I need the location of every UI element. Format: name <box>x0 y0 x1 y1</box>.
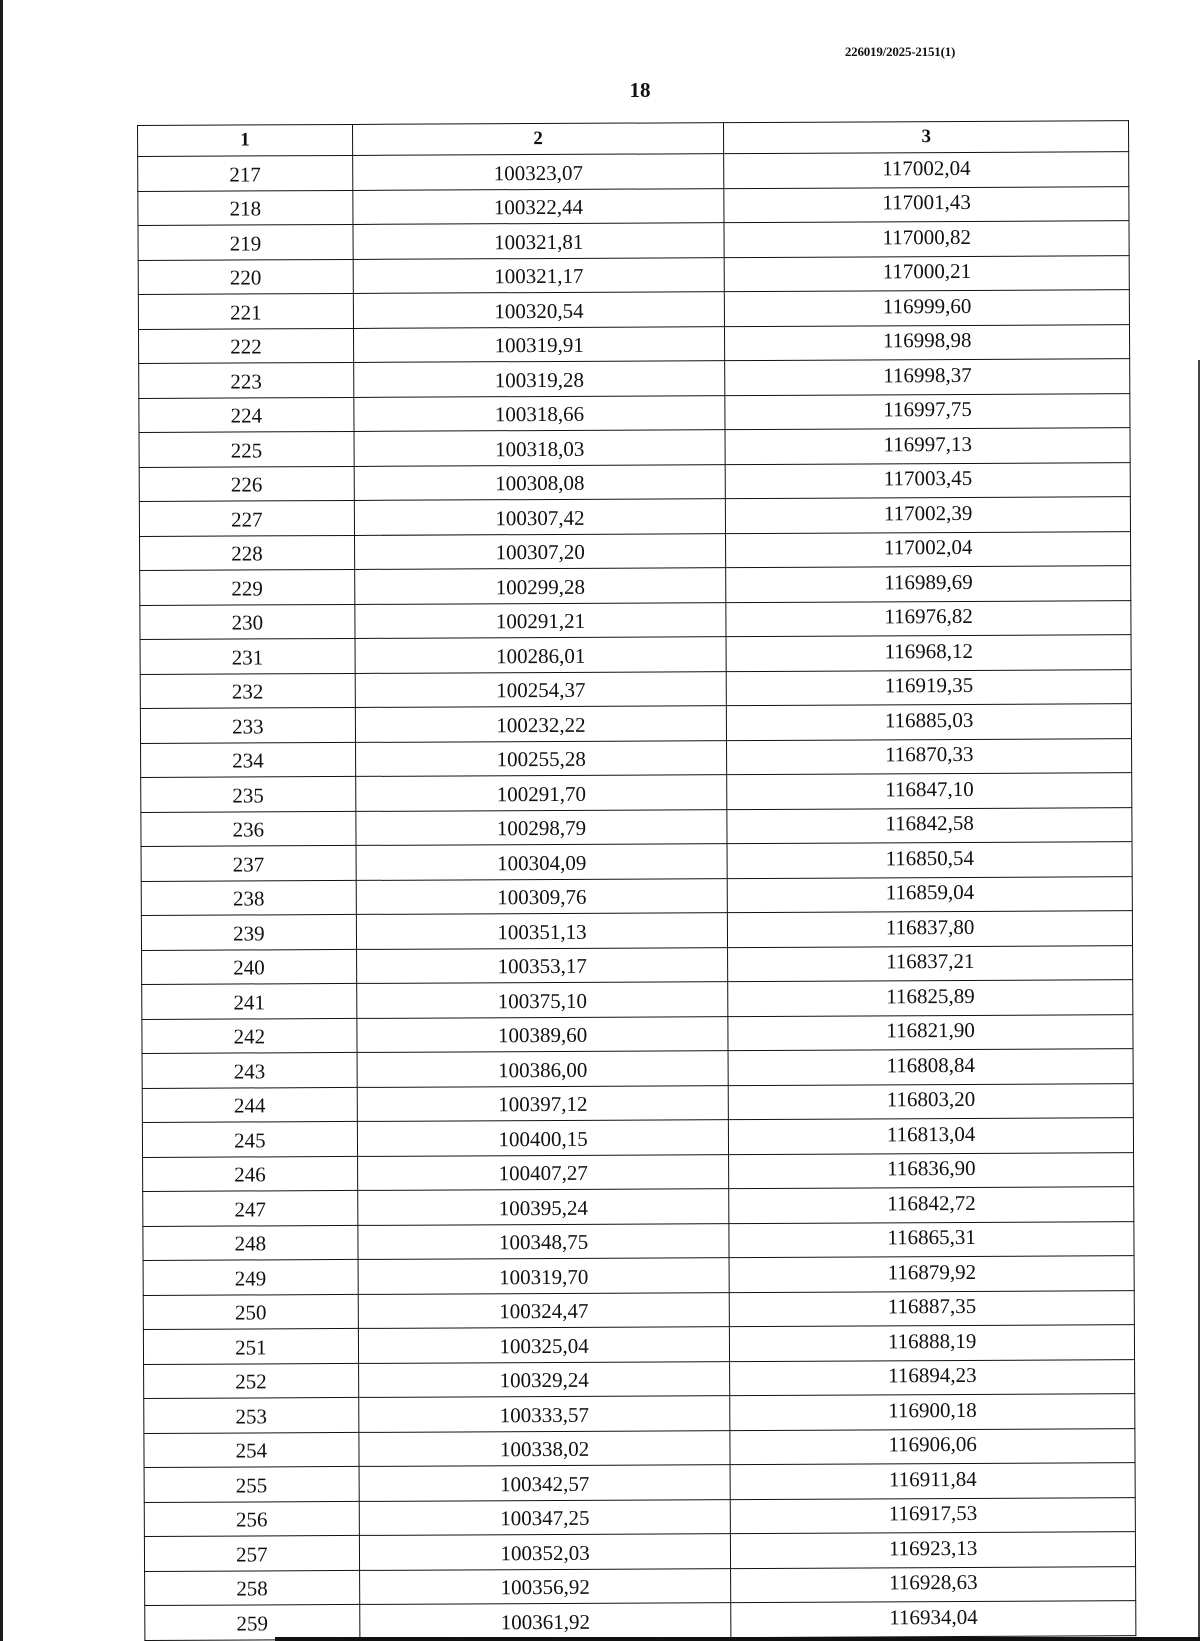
point-number-cell: 249 <box>143 1259 358 1295</box>
x-coordinate-cell: 100318,66 <box>354 395 726 431</box>
y-coordinate-cell: 116803,20 <box>729 1083 1134 1119</box>
document-id: 226019/2025-2151(1) <box>844 44 956 59</box>
table-row <box>141 842 1132 881</box>
table-row <box>140 635 1131 674</box>
x-coordinate-cell: 100322,44 <box>353 188 725 224</box>
table-row <box>138 152 1129 191</box>
y-coordinate-cell: 116999,60 <box>725 290 1130 326</box>
point-number-cell: 257 <box>144 1535 359 1571</box>
y-coordinate-cell: 116968,12 <box>726 635 1131 671</box>
x-coordinate-cell: 100298,79 <box>356 809 728 845</box>
table-row <box>143 1256 1134 1295</box>
table-row <box>140 704 1131 743</box>
table-row <box>143 1152 1134 1191</box>
table-row <box>143 1221 1134 1260</box>
y-coordinate-cell: 117001,43 <box>724 186 1129 222</box>
point-number-cell: 252 <box>144 1363 359 1399</box>
table-row <box>144 1532 1135 1571</box>
table-row <box>144 1428 1135 1467</box>
y-coordinate-cell: 116825,89 <box>728 980 1133 1016</box>
point-number-cell: 242 <box>142 1018 357 1054</box>
x-coordinate-cell: 100386,00 <box>357 1051 729 1087</box>
point-number-cell: 237 <box>141 845 356 881</box>
point-number-cell: 231 <box>140 638 355 674</box>
page-number: 18 <box>629 78 651 102</box>
point-number-cell: 255 <box>144 1466 359 1502</box>
x-coordinate-cell: 100352,03 <box>359 1534 731 1570</box>
table-row <box>138 255 1129 294</box>
y-coordinate-cell: 116998,37 <box>725 359 1130 395</box>
y-coordinate-cell: 116813,04 <box>729 1118 1134 1154</box>
y-coordinate-cell: 116879,92 <box>729 1256 1134 1292</box>
table-row <box>142 1049 1133 1088</box>
table-row <box>139 428 1130 467</box>
y-coordinate-cell: 116928,63 <box>731 1566 1136 1602</box>
point-number-cell: 223 <box>139 362 354 398</box>
y-coordinate-cell: 116997,13 <box>725 428 1130 464</box>
y-coordinate-cell: 116989,69 <box>726 566 1131 602</box>
x-coordinate-cell: 100291,70 <box>355 775 727 811</box>
column-header-1: 1 <box>138 124 353 156</box>
y-coordinate-cell: 116888,19 <box>730 1325 1135 1361</box>
point-number-cell: 235 <box>141 776 356 812</box>
x-coordinate-cell: 100361,92 <box>359 1603 731 1639</box>
table-row <box>140 600 1131 639</box>
table-row <box>140 566 1131 605</box>
y-coordinate-cell: 116865,31 <box>729 1221 1134 1257</box>
x-coordinate-cell: 100353,17 <box>356 947 728 983</box>
table-row <box>144 1497 1135 1536</box>
coordinates-table <box>137 120 1136 1640</box>
point-number-cell: 240 <box>142 949 357 985</box>
table-row <box>139 497 1130 536</box>
table-row <box>141 911 1132 950</box>
point-number-cell: 218 <box>138 190 353 226</box>
table-row <box>140 669 1131 708</box>
table-row <box>142 1083 1133 1122</box>
point-number-cell: 254 <box>144 1432 359 1468</box>
scan-edge-left <box>0 0 3 1641</box>
table-row <box>138 221 1129 260</box>
point-number-cell: 222 <box>138 328 353 364</box>
y-coordinate-cell: 116837,21 <box>728 945 1133 981</box>
y-coordinate-cell: 116997,75 <box>725 393 1130 429</box>
x-coordinate-cell: 100286,01 <box>355 637 727 673</box>
y-coordinate-cell: 117003,45 <box>726 462 1131 498</box>
y-coordinate-cell: 116906,06 <box>730 1428 1135 1464</box>
point-number-cell: 228 <box>140 535 355 571</box>
table-row <box>139 462 1130 501</box>
x-coordinate-cell: 100333,57 <box>358 1396 730 1432</box>
x-coordinate-cell: 100254,37 <box>355 671 727 707</box>
x-coordinate-cell: 100319,91 <box>353 326 725 362</box>
point-number-cell: 259 <box>145 1604 360 1640</box>
table-row <box>142 1118 1133 1157</box>
x-coordinate-cell: 100356,92 <box>359 1568 731 1604</box>
y-coordinate-cell: 116837,80 <box>728 911 1133 947</box>
x-coordinate-cell: 100291,21 <box>355 602 727 638</box>
x-coordinate-cell: 100342,57 <box>359 1465 731 1501</box>
table-row <box>140 531 1131 570</box>
y-coordinate-cell: 116911,84 <box>730 1463 1135 1499</box>
y-coordinate-cell: 117002,04 <box>724 152 1129 188</box>
point-number-cell: 229 <box>140 569 355 605</box>
point-number-cell: 238 <box>141 880 356 916</box>
point-number-cell: 217 <box>138 155 353 191</box>
x-coordinate-cell: 100320,54 <box>353 292 725 328</box>
table-row <box>141 773 1132 812</box>
x-coordinate-cell: 100397,12 <box>357 1085 729 1121</box>
table-row <box>143 1290 1134 1329</box>
table-row <box>143 1325 1134 1364</box>
y-coordinate-cell: 116900,18 <box>730 1394 1135 1430</box>
point-number-cell: 226 <box>139 466 354 502</box>
y-coordinate-cell: 116998,98 <box>725 324 1130 360</box>
x-coordinate-cell: 100255,28 <box>355 740 727 776</box>
y-coordinate-cell: 116842,72 <box>729 1187 1134 1223</box>
table-row <box>141 738 1132 777</box>
x-coordinate-cell: 100318,03 <box>354 430 726 466</box>
y-coordinate-cell: 116850,54 <box>727 842 1132 878</box>
y-coordinate-cell: 116870,33 <box>727 738 1132 774</box>
point-number-cell: 258 <box>145 1570 360 1606</box>
point-number-cell: 230 <box>140 604 355 640</box>
x-coordinate-cell: 100308,08 <box>354 464 726 500</box>
point-number-cell: 224 <box>139 397 354 433</box>
point-number-cell: 227 <box>139 500 354 536</box>
table-row <box>141 876 1132 915</box>
point-number-cell: 239 <box>141 914 356 950</box>
x-coordinate-cell: 100389,60 <box>357 1016 729 1052</box>
point-number-cell: 244 <box>142 1087 357 1123</box>
point-number-cell: 247 <box>143 1190 358 1226</box>
x-coordinate-cell: 100299,28 <box>354 568 726 604</box>
point-number-cell: 234 <box>141 742 356 778</box>
y-coordinate-cell: 116847,10 <box>727 773 1132 809</box>
x-coordinate-cell: 100338,02 <box>359 1430 731 1466</box>
y-coordinate-cell: 116808,84 <box>728 1049 1133 1085</box>
x-coordinate-cell: 100347,25 <box>359 1499 731 1535</box>
point-number-cell: 245 <box>142 1121 357 1157</box>
point-number-cell: 221 <box>138 293 353 329</box>
point-number-cell: 251 <box>143 1328 358 1364</box>
table-row <box>142 945 1133 984</box>
table-row <box>145 1566 1136 1605</box>
x-coordinate-cell: 100348,75 <box>358 1223 730 1259</box>
y-coordinate-cell: 117000,21 <box>725 255 1130 291</box>
y-coordinate-cell: 116919,35 <box>727 669 1132 705</box>
x-coordinate-cell: 100232,22 <box>355 706 727 742</box>
table-row <box>139 393 1130 432</box>
y-coordinate-cell: 116821,90 <box>728 1014 1133 1050</box>
table-row <box>142 980 1133 1019</box>
y-coordinate-cell: 116894,23 <box>730 1359 1135 1395</box>
x-coordinate-cell: 100407,27 <box>357 1154 729 1190</box>
table-row <box>144 1463 1135 1502</box>
x-coordinate-cell: 100329,24 <box>358 1361 730 1397</box>
point-number-cell: 250 <box>143 1294 358 1330</box>
table-row <box>141 807 1132 846</box>
x-coordinate-cell: 100321,17 <box>353 257 725 293</box>
point-number-cell: 256 <box>144 1501 359 1537</box>
y-coordinate-cell: 116836,90 <box>729 1152 1134 1188</box>
column-header-2: 2 <box>352 123 724 156</box>
table-row <box>138 324 1129 363</box>
point-number-cell: 243 <box>142 1052 357 1088</box>
x-coordinate-cell: 100324,47 <box>358 1292 730 1328</box>
y-coordinate-cell: 116923,13 <box>731 1532 1136 1568</box>
table-row <box>143 1187 1134 1226</box>
point-number-cell: 246 <box>143 1156 358 1192</box>
point-number-cell: 236 <box>141 811 356 847</box>
y-coordinate-cell: 117002,04 <box>726 531 1131 567</box>
table-row <box>138 290 1129 329</box>
y-coordinate-cell: 116976,82 <box>726 600 1131 636</box>
x-coordinate-cell: 100304,09 <box>356 844 728 880</box>
x-coordinate-cell: 100319,70 <box>358 1258 730 1294</box>
y-coordinate-cell: 116885,03 <box>727 704 1132 740</box>
y-coordinate-cell: 116859,04 <box>728 876 1133 912</box>
x-coordinate-cell: 100309,76 <box>356 878 728 914</box>
table-body <box>138 152 1136 1640</box>
point-number-cell: 248 <box>143 1225 358 1261</box>
y-coordinate-cell: 116887,35 <box>730 1290 1135 1326</box>
table-header-row <box>138 121 1129 157</box>
table-row <box>144 1359 1135 1398</box>
y-coordinate-cell: 116934,04 <box>731 1601 1136 1637</box>
point-number-cell: 220 <box>138 259 353 295</box>
x-coordinate-cell: 100395,24 <box>357 1189 729 1225</box>
point-number-cell: 232 <box>140 673 355 709</box>
x-coordinate-cell: 100325,04 <box>358 1327 730 1363</box>
x-coordinate-cell: 100351,13 <box>356 913 728 949</box>
table-row <box>145 1601 1136 1640</box>
table-row <box>144 1394 1135 1433</box>
x-coordinate-cell: 100321,81 <box>353 223 725 259</box>
y-coordinate-cell: 116842,58 <box>727 807 1132 843</box>
x-coordinate-cell: 100307,20 <box>354 533 726 569</box>
x-coordinate-cell: 100323,07 <box>352 154 724 190</box>
point-number-cell: 233 <box>140 707 355 743</box>
x-coordinate-cell: 100319,28 <box>353 361 725 397</box>
x-coordinate-cell: 100400,15 <box>357 1120 729 1156</box>
point-number-cell: 253 <box>144 1397 359 1433</box>
table-row <box>138 186 1129 225</box>
column-header-3: 3 <box>724 121 1129 154</box>
y-coordinate-cell: 117002,39 <box>726 497 1131 533</box>
point-number-cell: 219 <box>138 224 353 260</box>
x-coordinate-cell: 100375,10 <box>356 982 728 1018</box>
point-number-cell: 225 <box>139 431 354 467</box>
table-row <box>139 359 1130 398</box>
point-number-cell: 241 <box>142 983 357 1019</box>
y-coordinate-cell: 116917,53 <box>731 1497 1136 1533</box>
x-coordinate-cell: 100307,42 <box>354 499 726 535</box>
y-coordinate-cell: 117000,82 <box>724 221 1129 257</box>
table-row <box>142 1014 1133 1053</box>
